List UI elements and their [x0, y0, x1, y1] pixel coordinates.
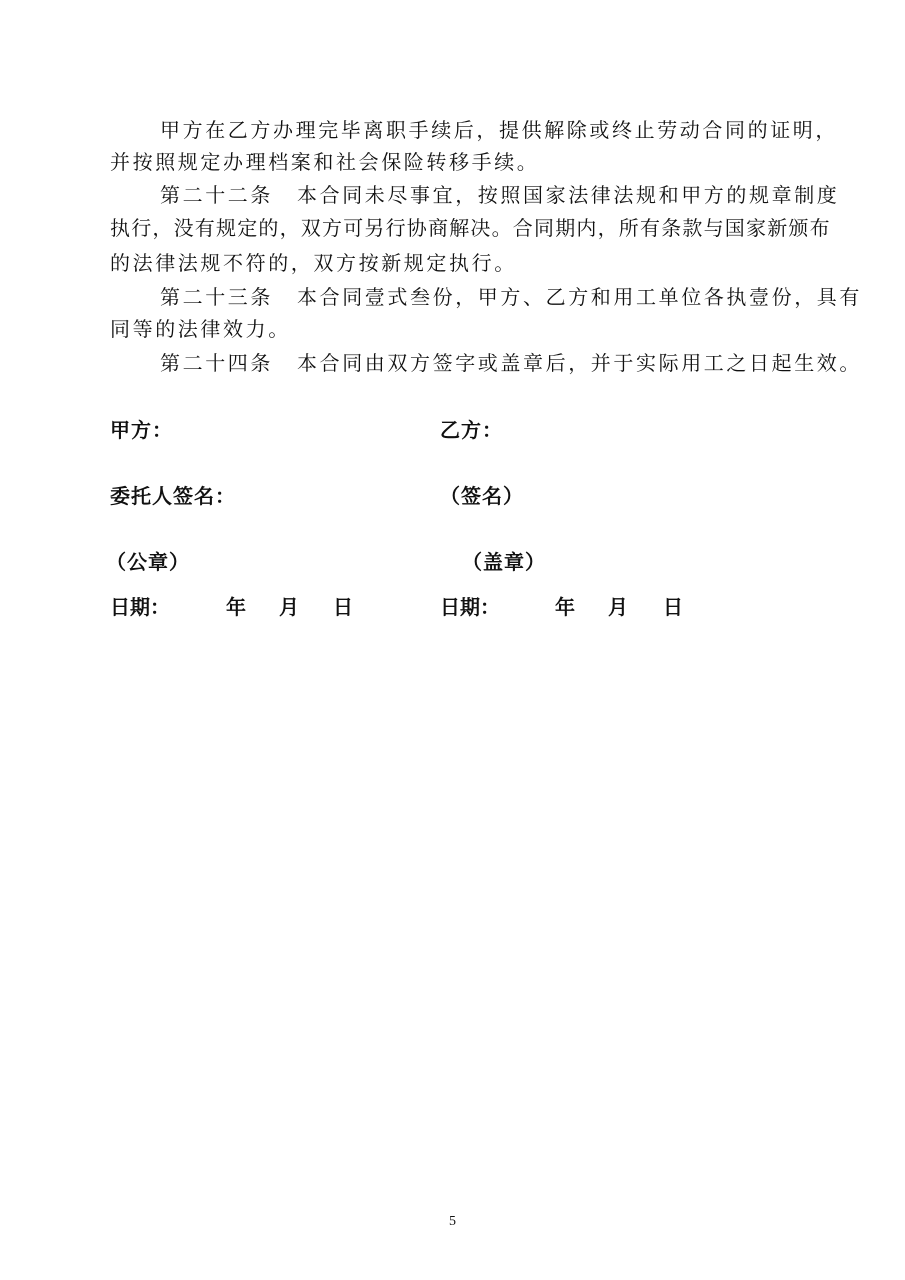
paragraph-line — [160, 113, 860, 147]
party-b-date-label: 日期： — [440, 595, 500, 619]
article-22-text: 的法律法规不符的，双方按新规定执行。 — [110, 251, 517, 275]
article-22-line — [110, 246, 810, 280]
article-22-text: 执行，没有规定的，双方可另行协商解决。合同期内，所有条款与国家新颁布 — [110, 216, 831, 240]
page-number: 5 — [449, 1214, 456, 1229]
paragraph-text: 并按照规定办理档案和社会保险转移手续。 — [110, 150, 540, 174]
party-b-date-year: 年 — [555, 595, 575, 619]
agent-signature-label: 委托人签名： — [110, 484, 236, 508]
article-24-line — [160, 346, 860, 380]
party-a-label: 甲方： — [110, 418, 173, 442]
article-23-label: 第二十三条 — [160, 285, 273, 309]
party-b-date-day: 日 — [663, 595, 683, 619]
article-23-text: 本合同壹式叁份，甲方、乙方和用工单位各执壹份，具有 — [297, 285, 862, 309]
party-b-date-month: 月 — [608, 595, 628, 619]
article-23-line — [160, 280, 860, 314]
article-22-line — [160, 178, 860, 212]
article-24-text: 本合同由双方签字或盖章后，并于实际用工之日起生效。 — [297, 351, 862, 375]
article-22-text: 本合同未尽事宜，按照国家法律法规和甲方的规章制度 — [297, 183, 840, 207]
party-a-date-year: 年 — [226, 595, 246, 619]
article-23-line — [110, 312, 810, 346]
party-b-seal-label: （盖章） — [462, 550, 546, 574]
party-a-date-day: 日 — [333, 595, 353, 619]
party-a-seal-label: （公章） — [106, 550, 190, 574]
paragraph-text: 甲方在乙方办理完毕离职手续后，提供解除或终止劳动合同的证明， — [160, 118, 838, 142]
article-23-text: 同等的法律效力。 — [110, 317, 291, 341]
party-a-date-month: 月 — [279, 595, 299, 619]
article-22-line — [110, 211, 831, 245]
party-a-date-label: 日期： — [110, 595, 170, 619]
party-b-label: 乙方： — [440, 418, 503, 442]
paragraph-line — [110, 145, 810, 179]
party-b-signature-label: （签名） — [440, 484, 524, 508]
article-24-label: 第二十四条 — [160, 351, 273, 375]
article-22-label: 第二十二条 — [160, 183, 273, 207]
